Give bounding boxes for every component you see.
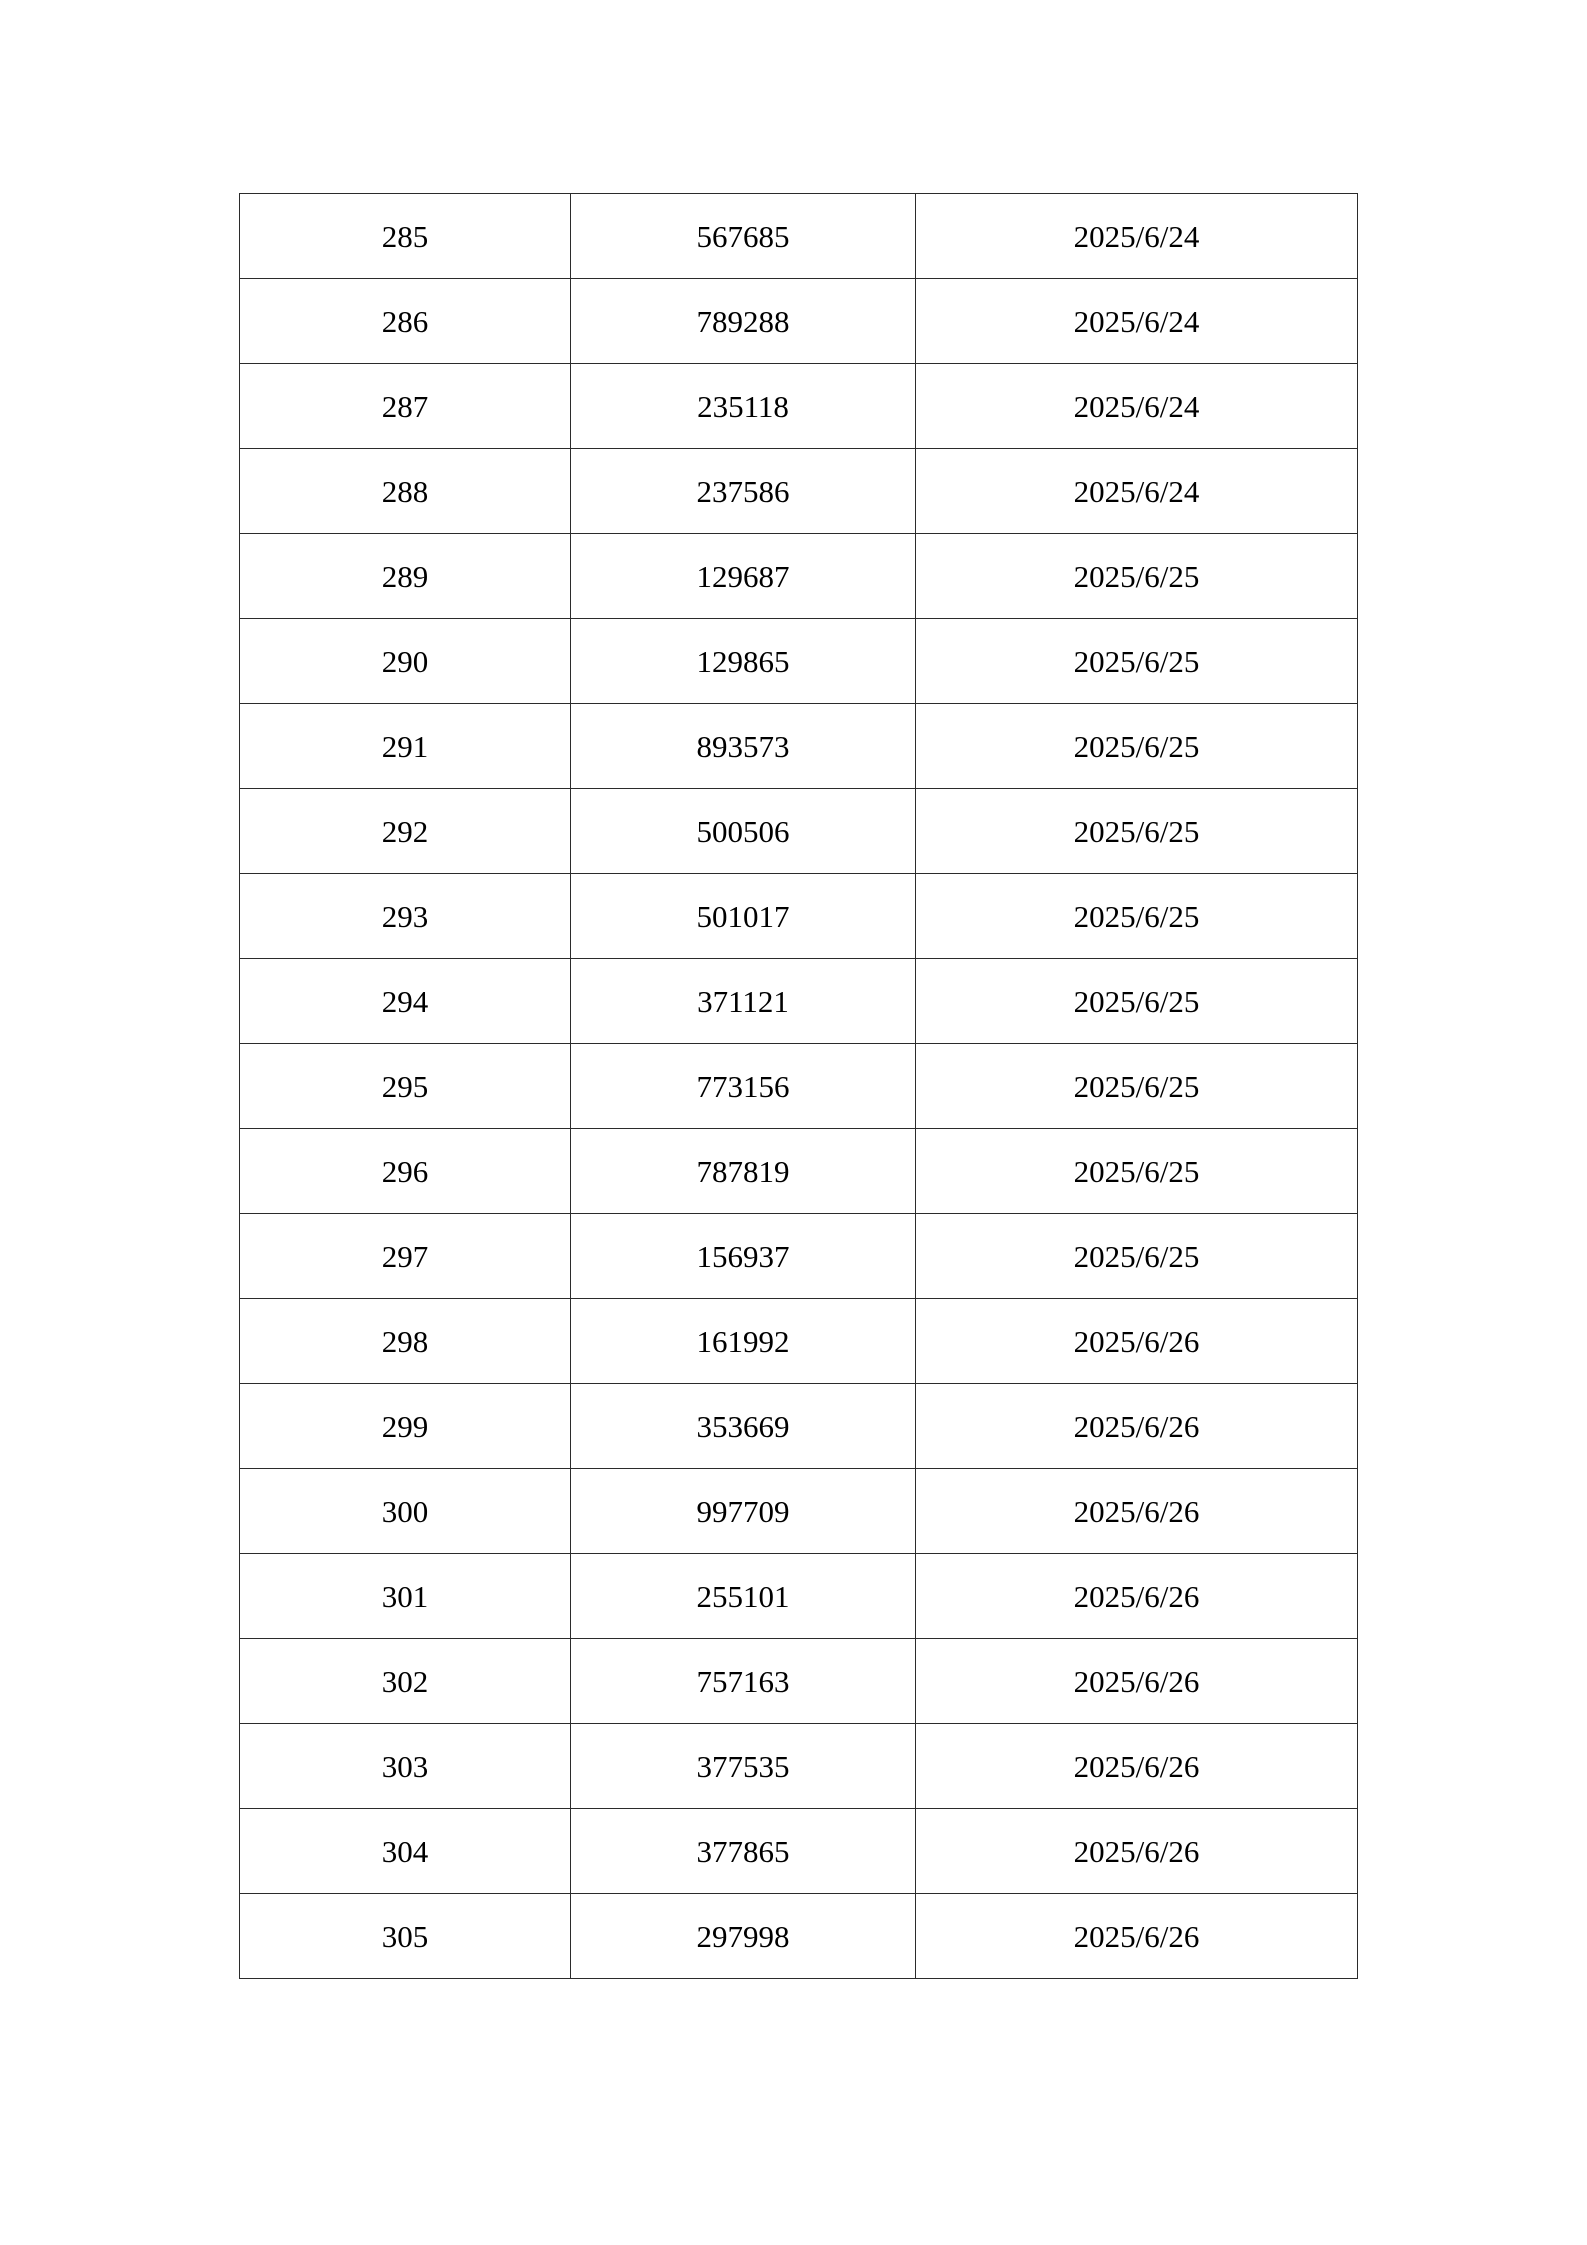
code-cell: 377535 bbox=[571, 1724, 916, 1809]
date-cell: 2025/6/24 bbox=[916, 194, 1358, 279]
date-cell: 2025/6/26 bbox=[916, 1724, 1358, 1809]
code-cell: 773156 bbox=[571, 1044, 916, 1129]
code-cell: 237586 bbox=[571, 449, 916, 534]
table-row bbox=[240, 1469, 1358, 1554]
date-cell: 2025/6/26 bbox=[916, 1469, 1358, 1554]
date-cell: 2025/6/26 bbox=[916, 1894, 1358, 1979]
table-row bbox=[240, 959, 1358, 1044]
row-number-cell: 301 bbox=[240, 1554, 571, 1639]
date-cell: 2025/6/25 bbox=[916, 959, 1358, 1044]
row-number-cell: 297 bbox=[240, 1214, 571, 1299]
date-cell: 2025/6/25 bbox=[916, 534, 1358, 619]
date-cell: 2025/6/25 bbox=[916, 704, 1358, 789]
table-row bbox=[240, 1809, 1358, 1894]
row-number-cell: 302 bbox=[240, 1639, 571, 1724]
table-row bbox=[240, 874, 1358, 959]
code-cell: 353669 bbox=[571, 1384, 916, 1469]
row-number-cell: 288 bbox=[240, 449, 571, 534]
row-number-cell: 293 bbox=[240, 874, 571, 959]
code-cell: 500506 bbox=[571, 789, 916, 874]
table-row bbox=[240, 1724, 1358, 1809]
date-cell: 2025/6/25 bbox=[916, 1044, 1358, 1129]
row-number-cell: 298 bbox=[240, 1299, 571, 1384]
row-number-cell: 292 bbox=[240, 789, 571, 874]
row-number-cell: 296 bbox=[240, 1129, 571, 1214]
date-cell: 2025/6/26 bbox=[916, 1299, 1358, 1384]
date-cell: 2025/6/24 bbox=[916, 449, 1358, 534]
code-cell: 371121 bbox=[571, 959, 916, 1044]
table-row bbox=[240, 1894, 1358, 1979]
row-number-cell: 300 bbox=[240, 1469, 571, 1554]
code-cell: 377865 bbox=[571, 1809, 916, 1894]
table-row bbox=[240, 534, 1358, 619]
row-number-cell: 304 bbox=[240, 1809, 571, 1894]
row-number-cell: 285 bbox=[240, 194, 571, 279]
date-cell: 2025/6/26 bbox=[916, 1809, 1358, 1894]
table-row bbox=[240, 364, 1358, 449]
code-cell: 789288 bbox=[571, 279, 916, 364]
table-row bbox=[240, 789, 1358, 874]
code-cell: 567685 bbox=[571, 194, 916, 279]
table-row bbox=[240, 1384, 1358, 1469]
data-table bbox=[239, 193, 1358, 1979]
row-number-cell: 299 bbox=[240, 1384, 571, 1469]
code-cell: 255101 bbox=[571, 1554, 916, 1639]
row-number-cell: 287 bbox=[240, 364, 571, 449]
code-cell: 501017 bbox=[571, 874, 916, 959]
table-body bbox=[240, 194, 1358, 1979]
code-cell: 129865 bbox=[571, 619, 916, 704]
date-cell: 2025/6/25 bbox=[916, 1129, 1358, 1214]
row-number-cell: 294 bbox=[240, 959, 571, 1044]
date-cell: 2025/6/26 bbox=[916, 1384, 1358, 1469]
date-cell: 2025/6/25 bbox=[916, 789, 1358, 874]
code-cell: 161992 bbox=[571, 1299, 916, 1384]
date-cell: 2025/6/24 bbox=[916, 364, 1358, 449]
table-row bbox=[240, 449, 1358, 534]
code-cell: 129687 bbox=[571, 534, 916, 619]
date-cell: 2025/6/25 bbox=[916, 1214, 1358, 1299]
table-row bbox=[240, 1299, 1358, 1384]
row-number-cell: 305 bbox=[240, 1894, 571, 1979]
table-row bbox=[240, 1554, 1358, 1639]
date-cell: 2025/6/26 bbox=[916, 1639, 1358, 1724]
date-cell: 2025/6/26 bbox=[916, 1554, 1358, 1639]
row-number-cell: 289 bbox=[240, 534, 571, 619]
code-cell: 787819 bbox=[571, 1129, 916, 1214]
table-row bbox=[240, 619, 1358, 704]
table-row bbox=[240, 1129, 1358, 1214]
table-row bbox=[240, 704, 1358, 789]
row-number-cell: 286 bbox=[240, 279, 571, 364]
table-row bbox=[240, 1639, 1358, 1724]
table-row bbox=[240, 1044, 1358, 1129]
row-number-cell: 295 bbox=[240, 1044, 571, 1129]
code-cell: 297998 bbox=[571, 1894, 916, 1979]
code-cell: 757163 bbox=[571, 1639, 916, 1724]
code-cell: 997709 bbox=[571, 1469, 916, 1554]
date-cell: 2025/6/25 bbox=[916, 874, 1358, 959]
code-cell: 235118 bbox=[571, 364, 916, 449]
table-row bbox=[240, 194, 1358, 279]
table-row bbox=[240, 279, 1358, 364]
code-cell: 893573 bbox=[571, 704, 916, 789]
date-cell: 2025/6/25 bbox=[916, 619, 1358, 704]
date-cell: 2025/6/24 bbox=[916, 279, 1358, 364]
row-number-cell: 290 bbox=[240, 619, 571, 704]
row-number-cell: 303 bbox=[240, 1724, 571, 1809]
table-row bbox=[240, 1214, 1358, 1299]
row-number-cell: 291 bbox=[240, 704, 571, 789]
code-cell: 156937 bbox=[571, 1214, 916, 1299]
